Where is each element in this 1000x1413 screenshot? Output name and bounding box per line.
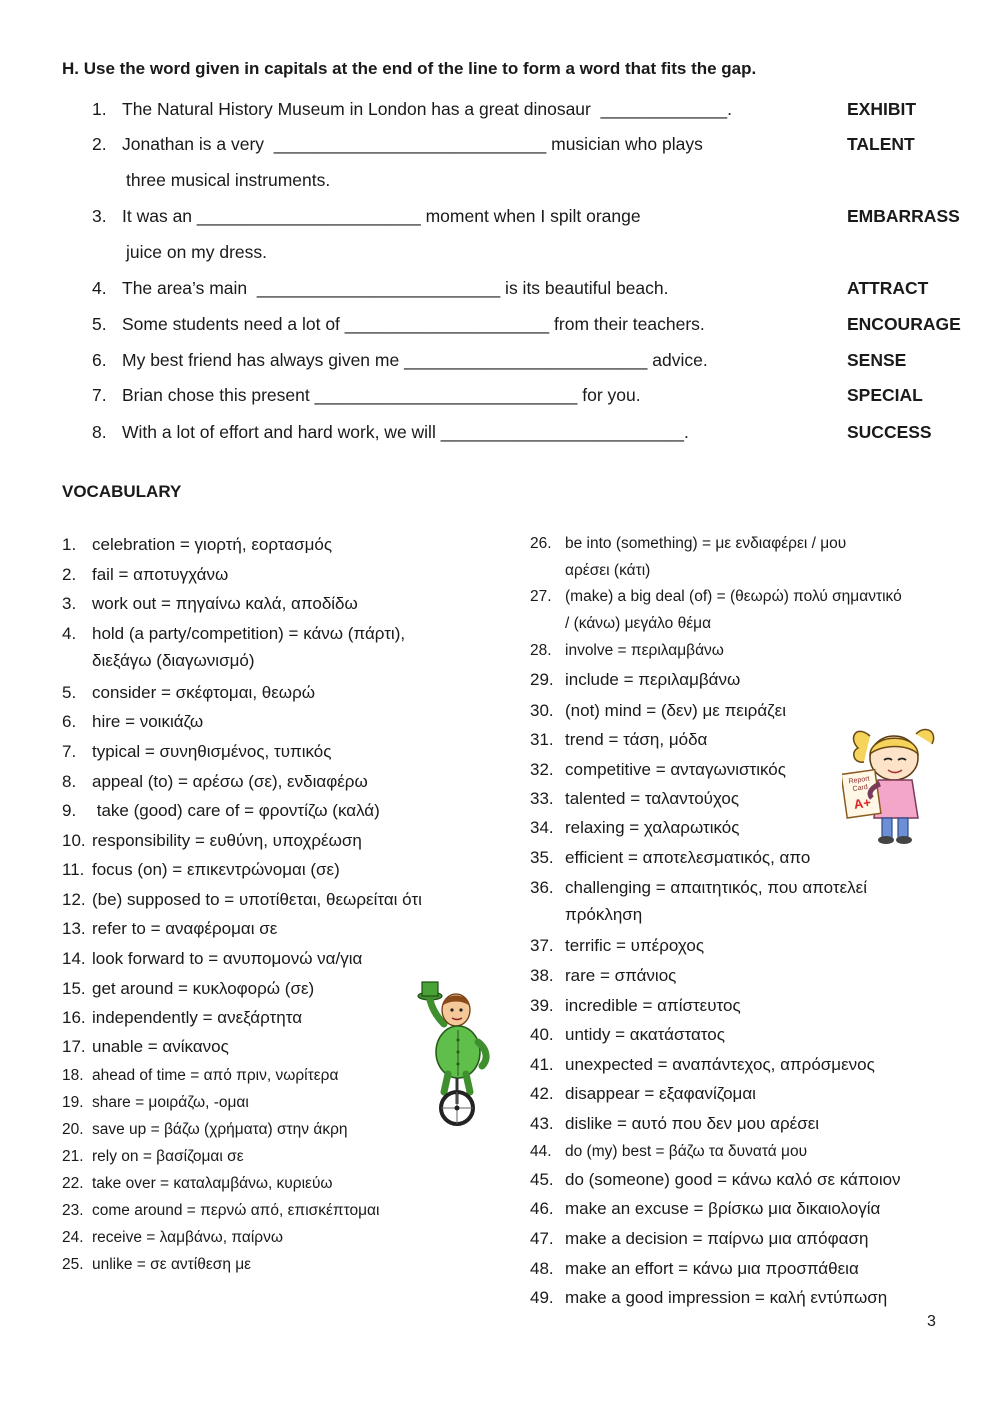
- vocabulary-item-text: make an effort = κάνω μια προσπάθεια: [565, 1259, 859, 1278]
- vocabulary-item-number: 26.: [530, 535, 552, 552]
- exercise-item-capital-word: ENCOURAGE: [847, 314, 961, 334]
- exercise-item-text: It was an _______________________ moment when I spilt orange: [122, 206, 641, 226]
- exercise-item-text: Brian chose this present ___________________________ for you.: [122, 385, 641, 405]
- exercise-item-capital-word: EXHIBIT: [847, 99, 917, 119]
- vocabulary-item-number: 2.: [62, 565, 77, 584]
- vocabulary-item-text: be into (something) = με ενδιαφέρει / μου: [565, 535, 847, 552]
- vocabulary-item-number: 6.: [62, 712, 77, 731]
- exercise-item: [92, 383, 972, 407]
- vocabulary-item-number: 10.: [62, 831, 86, 850]
- exercise-item-text-line2: juice on my dress.: [126, 242, 268, 262]
- svg-text:Card: Card: [852, 783, 869, 793]
- girl-report-card-illustration: [842, 722, 962, 847]
- exercise-item-text: Some students need a lot of _____________________ from their teachers.: [122, 314, 705, 334]
- vocabulary-item-number: 22.: [62, 1175, 84, 1192]
- exercise-item-number: 3.: [92, 206, 107, 226]
- vocabulary-item-number: 14.: [62, 949, 86, 968]
- exercise-item-capital-word: SENSE: [847, 350, 907, 370]
- vocabulary-item-text: dislike = αυτό που δεν μου αρέσει: [565, 1114, 820, 1133]
- vocabulary-item-text: (make) a big deal (of) = (θεωρώ) πολύ σημαντικό: [565, 588, 902, 605]
- vocabulary-item-text: incredible = απίστευτος: [565, 996, 741, 1015]
- vocabulary-item-text: consider = σκέφτομαι, θεωρώ: [92, 683, 316, 702]
- vocabulary-item-text: do (my) best = βάζω τα δυνατά μου: [565, 1143, 808, 1160]
- vocabulary-item-number: 15.: [62, 979, 86, 998]
- vocabulary-item-text: fail = αποτυγχάνω: [92, 565, 229, 584]
- exercise-item-text: The Natural History Museum in London has a great dinosaur _____________.: [122, 99, 732, 119]
- vocabulary-item-text: rare = σπάνιος: [565, 966, 677, 985]
- vocabulary-item-number: 27.: [530, 588, 552, 605]
- vocabulary-item-number: 30.: [530, 701, 554, 720]
- vocabulary-item-text: (be) supposed to = υποτίθεται, θεωρείται ότι: [92, 890, 422, 909]
- vocabulary-item-number: 40.: [530, 1025, 554, 1044]
- vocabulary-item-text: terrific = υπέροχος: [565, 936, 705, 955]
- vocabulary-item-text: include = περιλαμβάνω: [565, 670, 741, 689]
- vocabulary-item-number: 3.: [62, 594, 77, 613]
- vocabulary-item-number: 45.: [530, 1170, 554, 1189]
- exercise-item-text-line2: three musical instruments.: [126, 170, 331, 190]
- exercise-item: [92, 420, 972, 444]
- vocabulary-item-text: ahead of time = από πριν, νωρίτερα: [92, 1067, 339, 1084]
- vocabulary-item-number: 36.: [530, 878, 554, 897]
- vocabulary-item-text: look forward to = ανυπομονώ να/για: [92, 949, 363, 968]
- vocabulary-item-text: work out = πηγαίνω καλά, αποδίδω: [92, 594, 358, 613]
- vocabulary-item-number: 37.: [530, 936, 554, 955]
- vocabulary-item-number: 32.: [530, 760, 554, 779]
- vocabulary-item-text: disappear = εξαφανίζομαι: [565, 1084, 756, 1103]
- exercise-item-number: 4.: [92, 278, 107, 298]
- vocabulary-item-number: 33.: [530, 789, 554, 808]
- vocabulary-item-text: do (someone) good = κάνω καλό σε κάποιον: [565, 1170, 901, 1189]
- vocabulary-item-number: 20.: [62, 1121, 84, 1138]
- vocabulary-item-text-line2: / (κάνω) μεγάλο θέμα: [565, 615, 712, 632]
- vocabulary-item-number: 13.: [62, 919, 86, 938]
- vocabulary-item-number: 48.: [530, 1259, 554, 1278]
- vocabulary-item-text: independently = ανεξάρτητα: [92, 1008, 303, 1027]
- exercise-item: [92, 204, 972, 228]
- exercise-item-capital-word: TALENT: [847, 134, 915, 154]
- vocabulary-item-text: rely on = βασίζομαι σε: [92, 1148, 244, 1165]
- exercise-item: [92, 132, 972, 156]
- vocabulary-item-text: involve = περιλαμβάνω: [565, 642, 724, 659]
- vocabulary-item-number: 1.: [62, 535, 77, 554]
- exercise-item: [92, 312, 972, 336]
- vocabulary-item-text: talented = ταλαντούχος: [565, 789, 740, 808]
- vocabulary-item-text: make a good impression = καλή εντύπωση: [565, 1288, 888, 1307]
- vocabulary-item-number: 11.: [62, 860, 85, 879]
- exercise-item-number: 7.: [92, 385, 107, 405]
- vocabulary-item-text: (not) mind = (δεν) με πειράζει: [565, 701, 787, 720]
- vocabulary-item-number: 38.: [530, 966, 554, 985]
- vocabulary-item-text: make an excuse = βρίσκω μια δικαιολογία: [565, 1199, 881, 1218]
- vocabulary-item-text: get around = κυκλοφορώ (σε): [92, 979, 315, 998]
- vocabulary-item-text: make a decision = παίρνω μια απόφαση: [565, 1229, 869, 1248]
- vocabulary-item-text: come around = περνώ από, επισκέπτομαι: [92, 1202, 380, 1219]
- vocabulary-item-text: unexpected = αναπάντεχος, απρόσμενος: [565, 1055, 875, 1074]
- vocabulary-item-text: save up = βάζω (χρήματα) στην άκρη: [92, 1121, 348, 1138]
- exercise-item: [92, 97, 972, 121]
- exercise-item-number: 6.: [92, 350, 107, 370]
- svg-text:A+: A+: [852, 794, 872, 812]
- exercise-item-number: 1.: [92, 99, 107, 119]
- vocabulary-item-text: competitive = ανταγωνιστικός: [565, 760, 786, 779]
- vocabulary-item-number: 12.: [62, 890, 86, 909]
- vocabulary-item-text: untidy = ακατάστατος: [565, 1025, 725, 1044]
- vocabulary-item-text: receive = λαμβάνω, παίρνω: [92, 1229, 283, 1246]
- vocabulary-item-number: 8.: [62, 772, 77, 791]
- vocabulary-item-number: 25.: [62, 1256, 84, 1273]
- vocabulary-item-text: hold (a party/competition) = κάνω (πάρτι),: [92, 624, 406, 643]
- exercise-item-text: The area’s main _________________________ is its beautiful beach.: [122, 278, 669, 298]
- exercise-item-continuation: [92, 240, 972, 264]
- vocabulary-item-number: 16.: [62, 1008, 86, 1027]
- vocabulary-item-text: trend = τάση, μόδα: [565, 730, 708, 749]
- exercise-item-text: My best friend has always given me _________________________ advice.: [122, 350, 708, 370]
- vocabulary-item-text: relaxing = χαλαρωτικός: [565, 818, 740, 837]
- exercise-item-number: 5.: [92, 314, 107, 334]
- vocabulary-item-number: 17.: [62, 1037, 86, 1056]
- exercise-item-capital-word: SUCCESS: [847, 422, 932, 442]
- vocabulary-item-text: appeal (to) = αρέσω (σε), ενδιαφέρω: [92, 772, 368, 791]
- exercise-item-capital-word: SPECIAL: [847, 385, 923, 405]
- vocabulary-item-number: 9.: [62, 801, 77, 820]
- exercise-item-continuation: [92, 168, 972, 192]
- exercise-item-number: 8.: [92, 422, 107, 442]
- exercise-item-text: Jonathan is a very ____________________________ musician who plays: [122, 134, 703, 154]
- vocabulary-item-text: efficient = αποτελεσματικός, απο: [565, 848, 811, 867]
- exercise-heading: H. Use the word given in capitals at the end of the line to form a word that fits the gap.: [62, 59, 757, 78]
- unicycle-man-illustration: [408, 980, 498, 1130]
- vocabulary-item-number: 41.: [530, 1055, 554, 1074]
- svg-text:Report: Report: [848, 775, 871, 786]
- vocabulary-item-number: 29.: [530, 670, 554, 689]
- vocabulary-item-text: unable = ανίκανος: [92, 1037, 229, 1056]
- vocabulary-item-text: typical = συνηθισμένος, τυπικός: [92, 742, 332, 761]
- exercise-item: [92, 276, 972, 300]
- page-number: 3: [927, 1313, 936, 1330]
- vocabulary-item-text-line2: αρέσει (κάτι): [565, 562, 651, 579]
- vocabulary-item-number: 19.: [62, 1094, 84, 1111]
- exercise-item-text: With a lot of effort and hard work, we will _________________________.: [122, 422, 689, 442]
- vocabulary-item-number: 4.: [62, 624, 77, 643]
- vocabulary-item-number: 42.: [530, 1084, 554, 1103]
- vocabulary-item-number: 46.: [530, 1199, 554, 1218]
- vocabulary-item-number: 39.: [530, 996, 554, 1015]
- vocabulary-item-number: 28.: [530, 642, 552, 659]
- vocabulary-item-number: 7.: [62, 742, 77, 761]
- vocabulary-title: VOCABULARY: [62, 482, 182, 501]
- vocabulary-item-text: unlike = σε αντίθεση με: [92, 1256, 252, 1273]
- exercise-item-capital-word: ATTRACT: [847, 278, 929, 298]
- vocabulary-item-text: responsibility = ευθύνη, υποχρέωση: [92, 831, 362, 850]
- vocabulary-item-number: 18.: [62, 1067, 84, 1084]
- vocabulary-item-text: take over = καταλαμβάνω, κυριεύω: [92, 1175, 333, 1192]
- vocabulary-item-text: share = μοιράζω, -ομαι: [92, 1094, 249, 1111]
- vocabulary-item-text: take (good) care of = φροντίζω (καλά): [92, 801, 380, 820]
- vocabulary-item-text: hire = νοικιάζω: [92, 712, 204, 731]
- vocabulary-item-number: 35.: [530, 848, 554, 867]
- vocabulary-item-text: celebration = γιορτή, εορτασμός: [92, 535, 333, 554]
- vocabulary-item-number: 49.: [530, 1288, 554, 1307]
- exercise-item-capital-word: EMBARRASS: [847, 206, 960, 226]
- vocabulary-item-number: 47.: [530, 1229, 554, 1248]
- vocabulary-item-number: 24.: [62, 1229, 84, 1246]
- vocabulary-item-number: 21.: [62, 1148, 84, 1165]
- vocabulary-item-number: 43.: [530, 1114, 554, 1133]
- exercise-item-number: 2.: [92, 134, 107, 154]
- vocabulary-item-number: 34.: [530, 818, 554, 837]
- vocabulary-item-number: 31.: [530, 730, 554, 749]
- vocabulary-item-text: challenging = απαιτητικός, που αποτελεί: [565, 878, 867, 897]
- vocabulary-item-text-line2: πρόκληση: [565, 905, 643, 924]
- vocabulary-item-text: refer to = αναφέρομαι σε: [92, 919, 278, 938]
- exercise-item: [92, 348, 972, 372]
- vocabulary-item-text: focus (on) = επικεντρώνομαι (σε): [92, 860, 340, 879]
- vocabulary-item-number: 44.: [530, 1143, 552, 1160]
- vocabulary-item-text-line2: διεξάγω (διαγωνισμό): [92, 651, 255, 670]
- vocabulary-item-number: 23.: [62, 1202, 84, 1219]
- vocabulary-item-number: 5.: [62, 683, 77, 702]
